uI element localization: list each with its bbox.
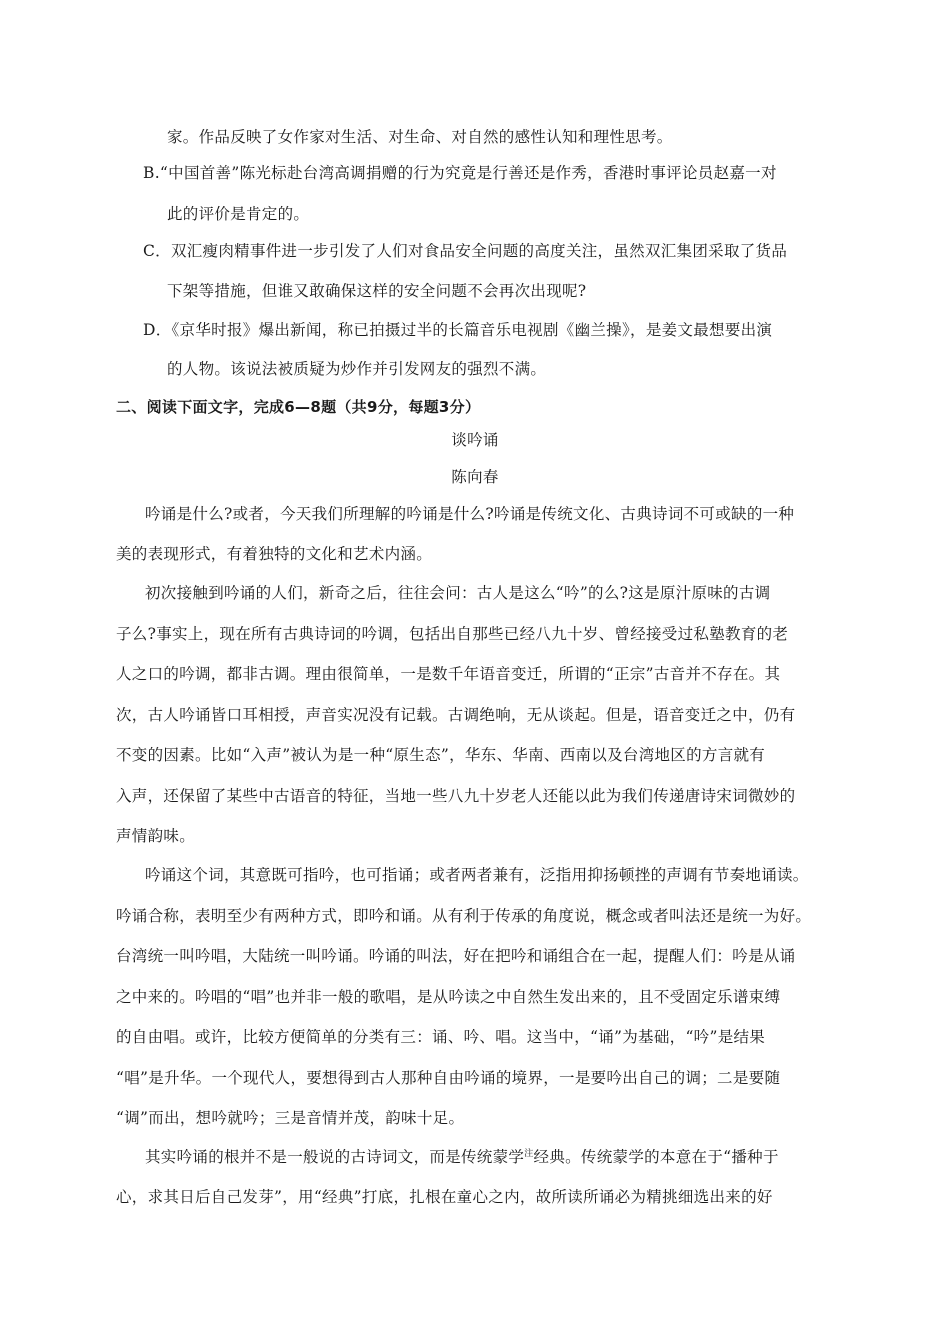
paragraph-3-line-1: 吟诵这个词，其意既可指吟，也可指诵；或者两者兼有，泛指用抑扬顿挫的声调有节奏地诵读。 xyxy=(145,866,809,884)
paragraph-3-line-2: 吟诵合称，表明至少有两种方式，即吟和诵。从有利于传承的角度说，概念或者叫法还是统一为好。 xyxy=(116,907,812,925)
paragraph-4-line-1-part-b: 经典。传统蒙学的本意在于“播种于 xyxy=(533,1148,779,1166)
option-d-line-1: D．《京华时报》爆出新闻，称已拍摄过半的长篇音乐电视剧《幽兰操》，是姜文最想要出演 xyxy=(143,321,773,339)
footnote-marker: 注 xyxy=(524,1148,534,1159)
article-author: 陈向春 xyxy=(451,468,499,486)
option-c-line-1: C．双汇瘦肉精事件进一步引发了人们对食品安全问题的高度关注，虽然双汇集团采取了货品 xyxy=(143,242,788,260)
paragraph-3-line-3: 台湾统一叫吟唱，大陆统一叫吟诵。吟诵的叫法，好在把吟和诵组合在一起，提醒人们：吟是从诵 xyxy=(116,947,796,965)
option-b-line-1: B.“中国首善”陈光标赴台湾高调捐赠的行为究竟是行善还是作秀，香港时事评论员赵嘉一对 xyxy=(143,164,777,182)
paragraph-2-line-2: 子么?事实上，现在所有古典诗词的吟调，包括出自那些已经八九十岁、曾经接受过私塾教育的老 xyxy=(116,625,789,643)
paragraph-2-line-5: 不变的因素。比如“入声”被认为是一种“原生态”，华东、华南、西南以及台湾地区的方言就有 xyxy=(116,746,766,764)
option-a-continuation: 家。作品反映了女作家对生活、对生命、对自然的感性认知和理性思考。 xyxy=(167,128,673,146)
paragraph-2-line-6: 入声，还保留了某些中古语音的特征，当地一些八九十岁老人还能以此为我们传递唐诗宋词微妙的 xyxy=(116,787,796,805)
article-title: 谈吟诵 xyxy=(451,431,499,449)
paragraph-2-line-4: 次，古人吟诵皆口耳相授，声音实况没有记载。古调绝响，无从谈起。但是，语音变迁之中，仍有 xyxy=(116,706,796,724)
paragraph-1-line-2: 美的表现形式，有着独特的文化和艺术内涵。 xyxy=(116,545,433,563)
paragraph-1-line-1: 吟诵是什么?或者，今天我们所理解的吟诵是什么?吟诵是传统文化、古典诗词不可或缺的一种 xyxy=(145,505,795,523)
paragraph-4-line-1 xyxy=(145,1146,779,1168)
paragraph-4-line-2: 心，求其日后自己发芽”，用“经典”打底，扎根在童心之内，故所读所诵必为精挑细选出来的好 xyxy=(116,1188,773,1206)
paragraph-4-line-1-part-a: 其实吟诵的根并不是一般说的古诗词文，而是传统蒙学 xyxy=(145,1148,525,1166)
paragraph-2-line-7: 声情韵味。 xyxy=(116,827,196,845)
option-b-line-2: 此的评价是肯定的。 xyxy=(167,205,310,223)
paragraph-3-line-4: 之中来的。吟唱的“唱”也并非一般的歌唱，是从吟读之中自然生发出来的，且不受固定乐谱束缚 xyxy=(116,988,781,1006)
paragraph-2-line-1: 初次接触到吟诵的人们，新奇之后，往往会问：古人是这么“吟”的么?这是原汁原味的古调 xyxy=(145,584,771,602)
paragraph-3-line-5: 的自由唱。或许，比较方便简单的分类有三：诵、吟、唱。这当中，“诵”为基础，“吟”是结果 xyxy=(116,1028,766,1046)
paragraph-2-line-3: 人之口的吟调，都非古调。理由很简单，一是数千年语音变迁，所谓的“正宗”古音并不存在。其 xyxy=(116,665,781,683)
section-heading: 二、阅读下面文字，完成6—8题（共9分，每题3分） xyxy=(116,398,481,416)
paragraph-3-line-7: “调”而出，想吟就吟；三是音情并茂，韵味十足。 xyxy=(116,1109,465,1127)
paragraph-3-line-6: “唱”是升华。一个现代人，要想得到古人那种自由吟诵的境界，一是要吟出自己的调；二是要随 xyxy=(116,1069,781,1087)
option-c-line-2: 下架等措施，但谁又敢确保这样的安全问题不会再次出现呢? xyxy=(167,282,587,300)
option-d-line-2: 的人物。该说法被质疑为炒作并引发网友的强烈不满。 xyxy=(167,360,547,378)
